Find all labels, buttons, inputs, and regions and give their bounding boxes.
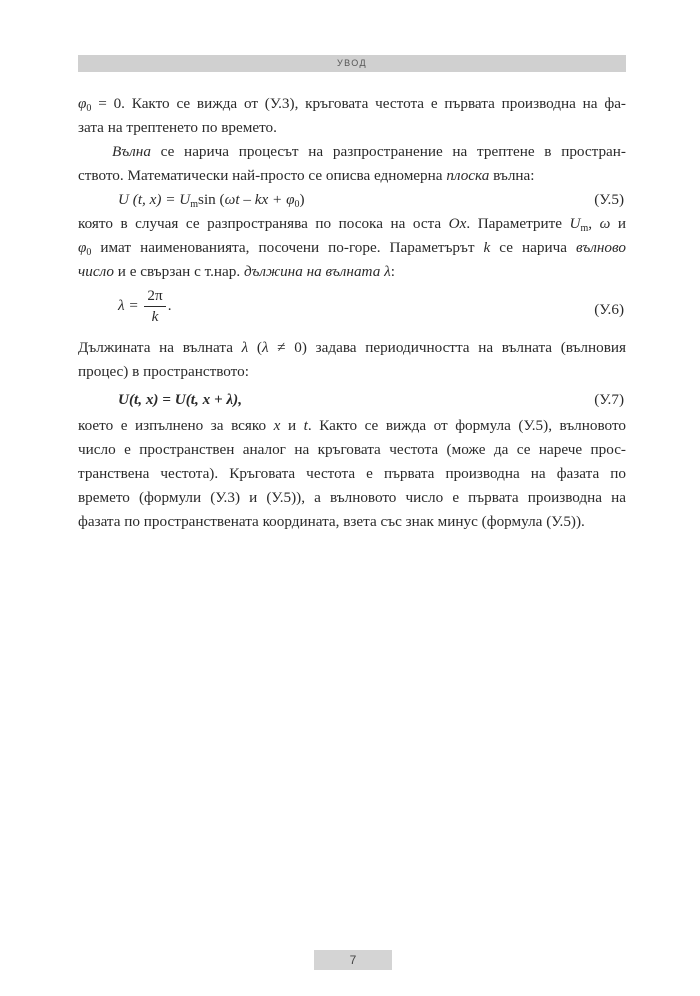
text-line: $\varphi_0 = 0$. Както се вижда от (У.3), кръговата честота е първата производна на фа- <box>78 95 626 114</box>
text-line: $\varphi_0$ имат наименованията, посочени по-горе. Параметърът k се нарича вълново <box>78 239 626 258</box>
text-line: фазата по пространствената координата, взета със знак минус (формула (У.5)). <box>78 513 585 530</box>
text-line: която в случая се разпространява по посока на оста Ox. Параметрите $U_m$, ω и <box>78 215 626 234</box>
equation-number: (У.6) <box>594 301 624 318</box>
running-header: УВОД <box>78 55 626 72</box>
fraction: $\frac{2\pi}{k}$ <box>144 286 165 327</box>
text-line: число и е свързан с т.нар. дължина на вълната λ: <box>78 263 395 280</box>
text-line: процес) в пространството: <box>78 363 249 380</box>
text-line: което е изпълнено за всяко x и t. Както се вижда от формула (У.5), вълновото <box>78 417 626 434</box>
text-line: ството. Математически най-просто се описва едномерна плоска вълна: <box>78 167 535 184</box>
equation-wavelength: λ = $\frac{2\pi}{k}$ . (У.6) <box>118 287 624 325</box>
text-line: зата на трептенето по времето. <box>78 119 277 136</box>
text-line: транствена честота). Кръговата честота е първата производна на фазата по <box>78 465 626 482</box>
page-number: 7 <box>314 950 392 970</box>
text-line: число е пространствен аналог на кръговата честота (може да се нарече прос- <box>78 441 626 458</box>
equation-periodicity: U(t, x) = U(t, x + λ), (У.7) <box>78 384 626 414</box>
equation-number: (У.5) <box>594 191 624 208</box>
text-line: Вълна се нарича процесът на разпространение на трептене в простран- <box>112 143 626 160</box>
text-line: времето (формули (У.3) и (У.5)), а вълновото число е първата производна на <box>78 489 626 506</box>
page-body <box>78 92 626 534</box>
equation-number: (У.7) <box>594 391 624 408</box>
text-line: Дължината на вълната λ (λ ≠ 0) задава периодичността на вълната (вълновия <box>78 339 626 356</box>
equation-wave: U (t, $x) = U_m\sin$ (ωt – kx + $\varphi_0$) (У.5) <box>78 188 626 212</box>
